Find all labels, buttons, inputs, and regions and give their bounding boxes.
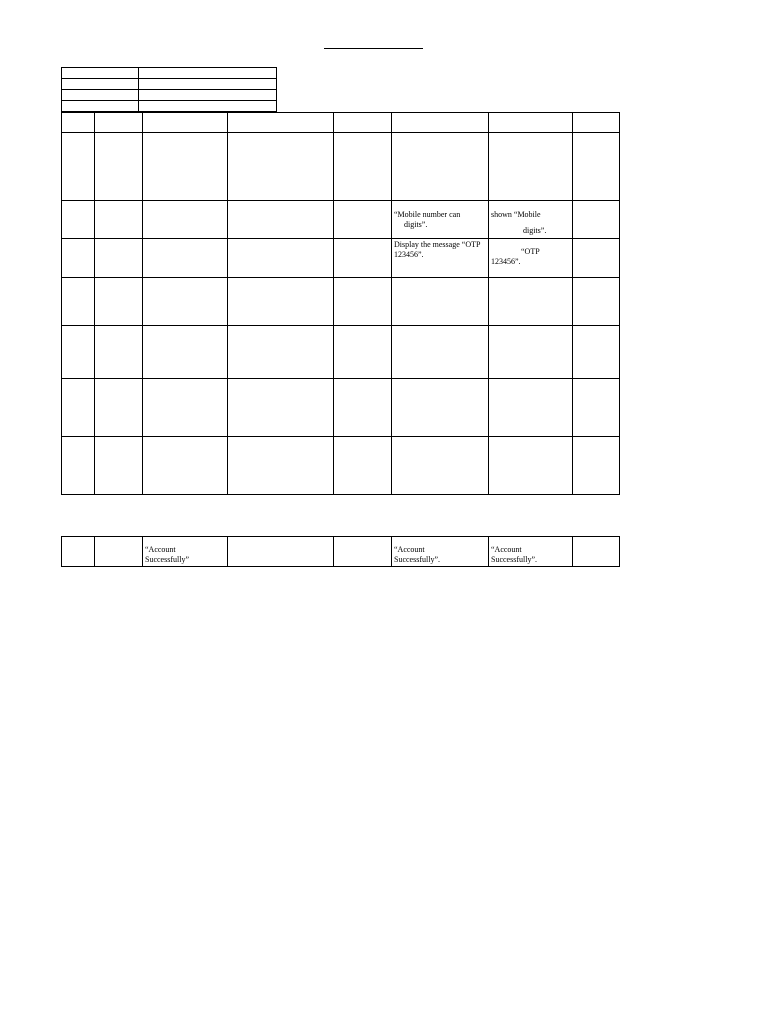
- table-cell: [143, 437, 228, 495]
- table-cell: [489, 133, 573, 201]
- actual-text: 123456”.: [491, 257, 521, 266]
- scenario-text: “Account: [145, 545, 176, 554]
- meta-row: [62, 68, 277, 79]
- table-cell: [489, 379, 573, 437]
- table-cell: [95, 437, 143, 495]
- expected-text: 123456”.: [394, 250, 424, 259]
- table-cell: [573, 239, 620, 278]
- header-cell: [143, 113, 228, 133]
- table-cell: [573, 278, 620, 326]
- meta-row: [62, 101, 277, 112]
- table-cell: [62, 326, 95, 379]
- table-cell: [95, 133, 143, 201]
- expected-text: “Mobile number can: [394, 210, 461, 219]
- actual-result-cell: [489, 537, 573, 567]
- table-cell: [228, 201, 334, 239]
- test-case-table-continued: [61, 536, 620, 567]
- table-cell: [392, 379, 489, 437]
- header-cell: [95, 113, 143, 133]
- table-cell: [143, 133, 228, 201]
- meta-label-cell: [62, 79, 139, 90]
- table-cell: [95, 239, 143, 278]
- table-cell: [228, 437, 334, 495]
- meta-row: [62, 79, 277, 90]
- table-cell: [334, 326, 392, 379]
- table-cell: [334, 201, 392, 239]
- table-cell: [392, 278, 489, 326]
- table-cell: [62, 278, 95, 326]
- table-cell: [334, 133, 392, 201]
- title-underline: [324, 48, 423, 49]
- actual-text: “Account: [491, 545, 522, 554]
- table-cell: [392, 326, 489, 379]
- table-cell: [95, 201, 143, 239]
- scenario-cell: [143, 537, 228, 567]
- table-cell: [228, 278, 334, 326]
- table-cell: [334, 239, 392, 278]
- table-cell: [62, 379, 95, 437]
- table-cell: [95, 326, 143, 379]
- table-cell: [489, 278, 573, 326]
- table-row: [62, 278, 620, 326]
- meta-label-cell: [62, 68, 139, 79]
- table-cell: [95, 537, 143, 567]
- test-case-table: [61, 112, 620, 495]
- actual-text: Successfully”.: [491, 555, 537, 564]
- meta-value-cell: [139, 79, 277, 90]
- table-cell: [334, 278, 392, 326]
- table-cell: [334, 537, 392, 567]
- meta-row: [62, 90, 277, 101]
- table-cell: [489, 437, 573, 495]
- table-cell: [573, 379, 620, 437]
- table-cell: [228, 239, 334, 278]
- table-cell: [143, 201, 228, 239]
- table-cell: [62, 537, 95, 567]
- table-row: [62, 537, 620, 567]
- test-meta-table: [61, 67, 277, 112]
- header-cell: [62, 113, 95, 133]
- expected-result-cell: [392, 537, 489, 567]
- table-cell: [489, 326, 573, 379]
- table-cell: [228, 133, 334, 201]
- table-cell: [334, 437, 392, 495]
- table-cell: [228, 379, 334, 437]
- table-cell: [573, 537, 620, 567]
- table-row: [62, 379, 620, 437]
- expected-text: “Account: [394, 545, 425, 554]
- scenario-text: Successfully”: [145, 555, 189, 564]
- header-cell: [489, 113, 573, 133]
- header-cell: [334, 113, 392, 133]
- header-row: [62, 113, 620, 133]
- table-cell: [392, 437, 489, 495]
- meta-label-cell: [62, 90, 139, 101]
- table-cell: [573, 201, 620, 239]
- table-cell: [228, 326, 334, 379]
- expected-text: Display the message “OTP: [394, 240, 481, 249]
- meta-value-cell: [139, 90, 277, 101]
- header-cell: [573, 113, 620, 133]
- expected-result-cell: [392, 239, 489, 278]
- table-cell: [573, 133, 620, 201]
- table-row: [62, 437, 620, 495]
- meta-value-cell: [139, 101, 277, 112]
- table-cell: [392, 133, 489, 201]
- table-cell: [573, 437, 620, 495]
- table-cell: [143, 379, 228, 437]
- table-cell: [95, 379, 143, 437]
- actual-text: digits”.: [523, 226, 547, 235]
- meta-label-cell: [62, 101, 139, 112]
- table-cell: [62, 437, 95, 495]
- table-cell: [143, 239, 228, 278]
- header-cell: [228, 113, 334, 133]
- expected-text: digits”.: [404, 220, 428, 229]
- table-cell: [334, 379, 392, 437]
- table-row: [62, 201, 620, 239]
- table-row: [62, 239, 620, 278]
- table-cell: [228, 537, 334, 567]
- table-cell: [62, 133, 95, 201]
- table-cell: [143, 278, 228, 326]
- actual-text: shown “Mobile: [491, 210, 541, 219]
- actual-result-cell: [489, 239, 573, 278]
- table-cell: [95, 278, 143, 326]
- expected-text: Successfully”.: [394, 555, 440, 564]
- table-cell: [573, 326, 620, 379]
- expected-result-cell: [392, 201, 489, 239]
- table-row: [62, 326, 620, 379]
- actual-result-cell: [489, 201, 573, 239]
- table-cell: [143, 326, 228, 379]
- actual-text: “OTP: [521, 247, 540, 256]
- table-cell: [62, 239, 95, 278]
- table-cell: [62, 201, 95, 239]
- table-row: [62, 133, 620, 201]
- meta-value-cell: [139, 68, 277, 79]
- header-cell: [392, 113, 489, 133]
